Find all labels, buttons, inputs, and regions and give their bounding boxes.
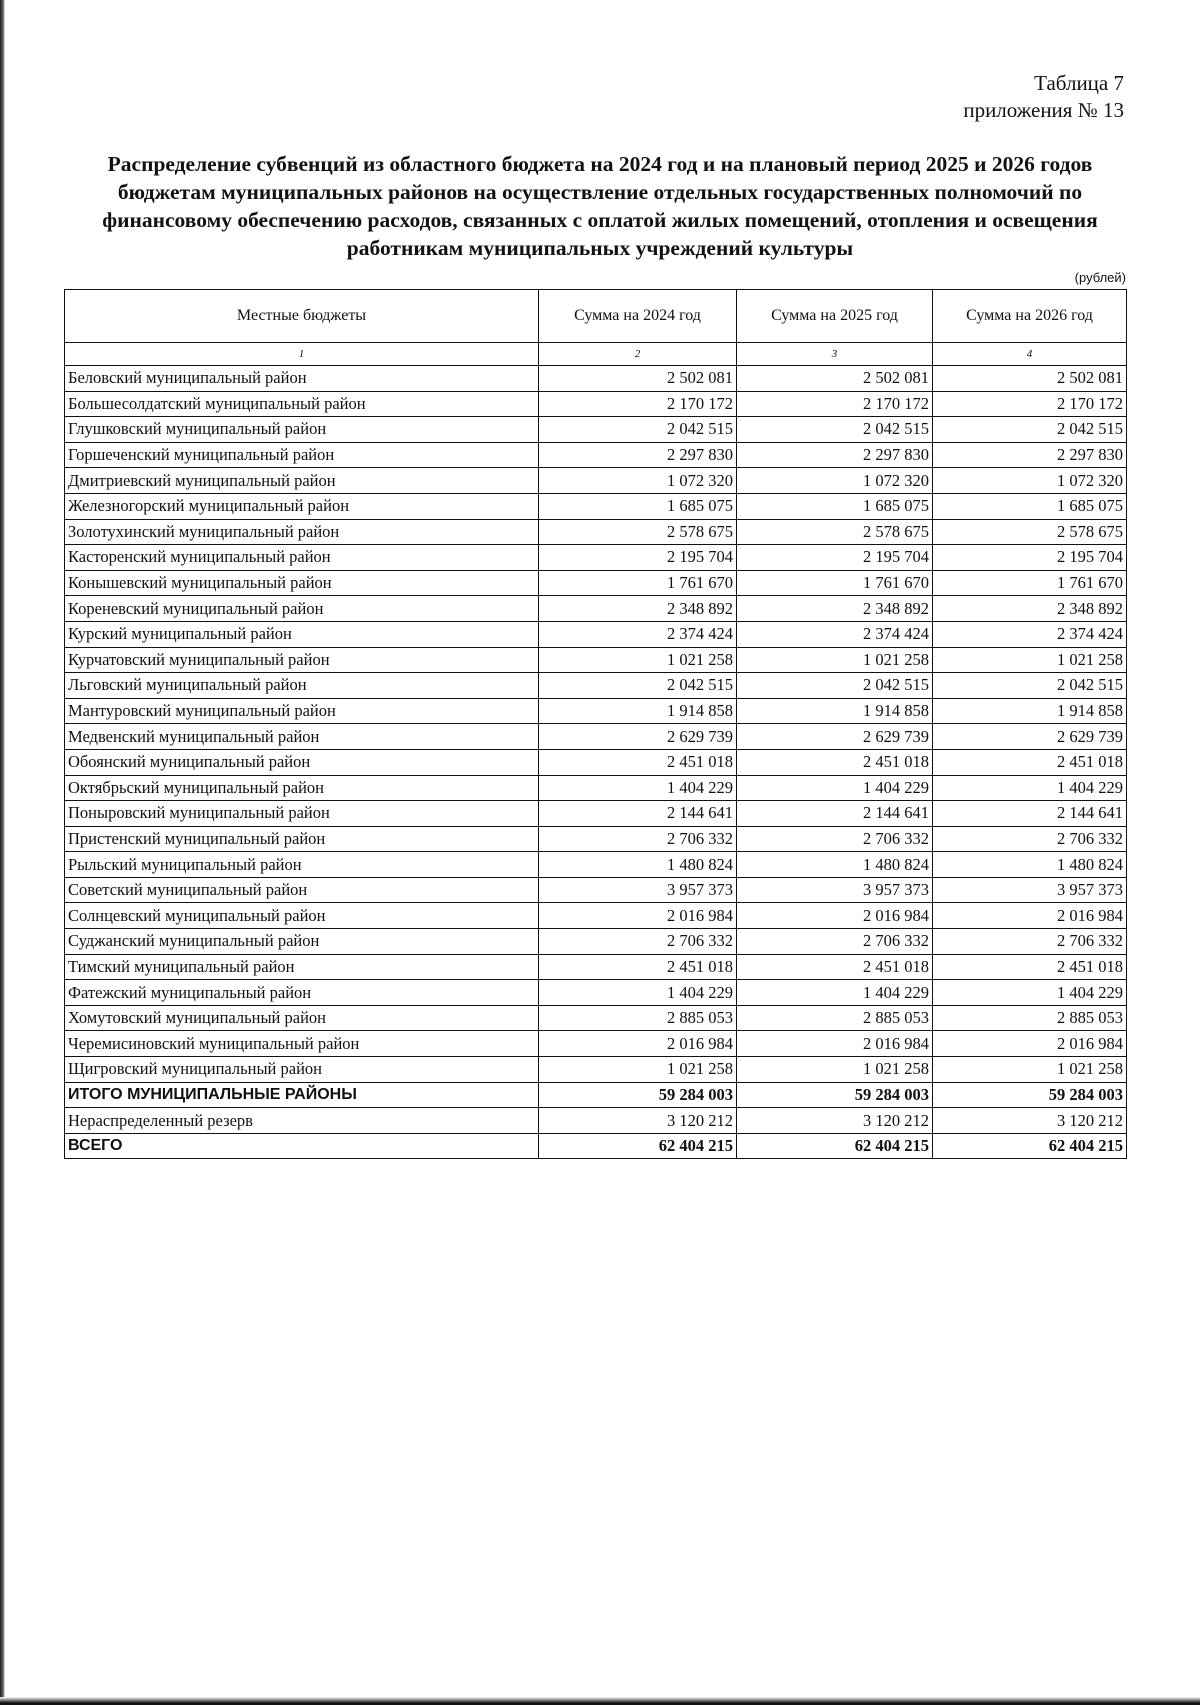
row-name: Октябрьский муниципальный район [65, 775, 539, 801]
row-name: Беловский муниципальный район [65, 366, 539, 392]
table-row [65, 493, 1127, 519]
row-sum-2025: 2 144 641 [737, 801, 933, 827]
row-sum-2026: 1 685 075 [933, 493, 1127, 519]
row-sum-2024: 2 706 332 [539, 826, 737, 852]
appendix-reference: приложения № 13 [963, 98, 1124, 122]
table-row [65, 442, 1127, 468]
scan-edge-bottom [0, 1697, 1200, 1705]
row-sum-2025: 2 451 018 [737, 749, 933, 775]
row-sum-2026: 2 144 641 [933, 801, 1127, 827]
row-name: Медвенский муниципальный район [65, 724, 539, 750]
row-name: Обоянский муниципальный район [65, 749, 539, 775]
row-name: Щигровский муниципальный район [65, 1057, 539, 1083]
header-sum-2026: Сумма на 2026 год [933, 290, 1127, 343]
row-name: Льговский муниципальный район [65, 673, 539, 699]
row-sum-2025: 2 016 984 [737, 903, 933, 929]
row-name: Пристенский муниципальный район [65, 826, 539, 852]
title-line-3: финансовому обеспечению расходов, связанных с оплатой жилых помещений, отопления и освещения [102, 208, 1098, 232]
subtotal-row [65, 1082, 1127, 1108]
row-name: Золотухинский муниципальный район [65, 519, 539, 545]
row-sum-2024: 3 957 373 [539, 877, 737, 903]
row-sum-2026: 3 957 373 [933, 877, 1127, 903]
table-row [65, 417, 1127, 443]
row-name: Большесолдатский муниципальный район [65, 391, 539, 417]
table-row [65, 1057, 1127, 1083]
row-sum-2025: 2 374 424 [737, 621, 933, 647]
table-row [65, 749, 1127, 775]
row-sum-2025: 1 404 229 [737, 980, 933, 1006]
row-sum-2026: 2 706 332 [933, 826, 1127, 852]
row-sum-2026: 2 885 053 [933, 1005, 1127, 1031]
row-sum-2025: 1 072 320 [737, 468, 933, 494]
table-row [65, 519, 1127, 545]
table-row [65, 954, 1127, 980]
table-reference: Таблица 7 [1034, 71, 1124, 95]
row-sum-2024: 2 144 641 [539, 801, 737, 827]
table-row [65, 775, 1127, 801]
row-sum-2026: 59 284 003 [933, 1082, 1127, 1108]
row-sum-2026: 2 348 892 [933, 596, 1127, 622]
table-row [65, 570, 1127, 596]
row-sum-2026: 62 404 215 [933, 1133, 1127, 1159]
row-name: Тимский муниципальный район [65, 954, 539, 980]
row-sum-2024: 2 297 830 [539, 442, 737, 468]
row-sum-2026: 1 404 229 [933, 775, 1127, 801]
row-sum-2025: 2 451 018 [737, 954, 933, 980]
row-sum-2024: 1 685 075 [539, 493, 737, 519]
row-sum-2026: 2 016 984 [933, 1031, 1127, 1057]
row-sum-2025: 2 297 830 [737, 442, 933, 468]
row-sum-2026: 2 451 018 [933, 954, 1127, 980]
row-sum-2026: 1 072 320 [933, 468, 1127, 494]
row-sum-2025: 1 685 075 [737, 493, 933, 519]
row-sum-2025: 1 914 858 [737, 698, 933, 724]
column-number: 1 [65, 343, 539, 366]
table-body [65, 366, 1127, 1159]
row-sum-2026: 2 706 332 [933, 929, 1127, 955]
grand-total-row [65, 1133, 1127, 1159]
row-sum-2025: 2 706 332 [737, 826, 933, 852]
table-row [65, 673, 1127, 699]
table-row [65, 391, 1127, 417]
header-sum-2025: Сумма на 2025 год [737, 290, 933, 343]
row-sum-2025: 2 348 892 [737, 596, 933, 622]
table-row [65, 826, 1127, 852]
title-line-4: работникам муниципальных учреждений культуры [346, 236, 854, 260]
row-name: Мантуровский муниципальный район [65, 698, 539, 724]
row-sum-2026: 2 042 515 [933, 417, 1127, 443]
document-title [80, 150, 1120, 262]
row-sum-2025: 2 016 984 [737, 1031, 933, 1057]
row-sum-2024: 2 706 332 [539, 929, 737, 955]
row-sum-2025: 2 629 739 [737, 724, 933, 750]
row-sum-2026: 2 195 704 [933, 545, 1127, 571]
row-name: Советский муниципальный район [65, 877, 539, 903]
row-sum-2025: 1 021 258 [737, 1057, 933, 1083]
row-sum-2024: 1 480 824 [539, 852, 737, 878]
row-name: Дмитриевский муниципальный район [65, 468, 539, 494]
row-name: Черемисиновский муниципальный район [65, 1031, 539, 1057]
units-label: (рублей) [1074, 270, 1126, 285]
row-sum-2025: 1 480 824 [737, 852, 933, 878]
row-sum-2024: 2 374 424 [539, 621, 737, 647]
row-sum-2024: 2 578 675 [539, 519, 737, 545]
column-number: 3 [737, 343, 933, 366]
row-name: Солнцевский муниципальный район [65, 903, 539, 929]
row-name: Кореневский муниципальный район [65, 596, 539, 622]
row-sum-2024: 2 629 739 [539, 724, 737, 750]
table-row [65, 929, 1127, 955]
row-sum-2024: 1 404 229 [539, 980, 737, 1006]
table-row [65, 596, 1127, 622]
row-sum-2026: 3 120 212 [933, 1108, 1127, 1134]
row-sum-2024: 2 042 515 [539, 673, 737, 699]
row-sum-2026: 2 451 018 [933, 749, 1127, 775]
row-name: Железногорский муниципальный район [65, 493, 539, 519]
reserve-row [65, 1108, 1127, 1134]
row-name: Нераспределенный резерв [65, 1108, 539, 1134]
row-name: Фатежский муниципальный район [65, 980, 539, 1006]
table-row [65, 621, 1127, 647]
table-row [65, 647, 1127, 673]
header-local-budgets: Местные бюджеты [65, 290, 539, 343]
column-number: 4 [933, 343, 1127, 366]
column-number: 2 [539, 343, 737, 366]
row-sum-2024: 2 195 704 [539, 545, 737, 571]
row-sum-2024: 2 016 984 [539, 903, 737, 929]
row-sum-2025: 1 404 229 [737, 775, 933, 801]
table-row [65, 1031, 1127, 1057]
row-sum-2024: 59 284 003 [539, 1082, 737, 1108]
row-sum-2024: 2 451 018 [539, 954, 737, 980]
row-sum-2026: 2 578 675 [933, 519, 1127, 545]
row-sum-2024: 1 072 320 [539, 468, 737, 494]
row-sum-2025: 62 404 215 [737, 1133, 933, 1159]
row-sum-2024: 2 042 515 [539, 417, 737, 443]
row-sum-2024: 2 451 018 [539, 749, 737, 775]
document-reference [963, 70, 1124, 124]
table-row [65, 903, 1127, 929]
row-sum-2025: 3 120 212 [737, 1108, 933, 1134]
row-sum-2024: 2 885 053 [539, 1005, 737, 1031]
row-sum-2025: 59 284 003 [737, 1082, 933, 1108]
row-name: Рыльский муниципальный район [65, 852, 539, 878]
row-sum-2026: 2 016 984 [933, 903, 1127, 929]
table-header [65, 290, 1127, 366]
row-sum-2026: 1 021 258 [933, 647, 1127, 673]
table-row [65, 698, 1127, 724]
budget-table [64, 289, 1127, 1159]
row-name: Горшеченский муниципальный район [65, 442, 539, 468]
table-row [65, 468, 1127, 494]
row-name: Курчатовский муниципальный район [65, 647, 539, 673]
header-sum-2024: Сумма на 2024 год [539, 290, 737, 343]
row-sum-2025: 2 885 053 [737, 1005, 933, 1031]
table-row [65, 545, 1127, 571]
row-sum-2024: 2 016 984 [539, 1031, 737, 1057]
row-sum-2026: 2 374 424 [933, 621, 1127, 647]
row-name: Касторенский муниципальный район [65, 545, 539, 571]
row-name: Курский муниципальный район [65, 621, 539, 647]
row-sum-2024: 1 761 670 [539, 570, 737, 596]
scan-edge-left [0, 0, 5, 1705]
row-sum-2025: 1 761 670 [737, 570, 933, 596]
row-name: Глушковский муниципальный район [65, 417, 539, 443]
row-sum-2025: 2 170 172 [737, 391, 933, 417]
row-sum-2026: 2 297 830 [933, 442, 1127, 468]
title-line-1: Распределение субвенций из областного бюджета на 2024 год и на плановый период 2025 и 2026 годов [107, 152, 1093, 176]
row-name: Поныровский муниципальный район [65, 801, 539, 827]
row-sum-2026: 2 042 515 [933, 673, 1127, 699]
table-row [65, 980, 1127, 1006]
row-sum-2025: 2 042 515 [737, 417, 933, 443]
row-sum-2024: 2 170 172 [539, 391, 737, 417]
column-number-row [65, 343, 1127, 366]
row-sum-2024: 1 914 858 [539, 698, 737, 724]
row-sum-2024: 62 404 215 [539, 1133, 737, 1159]
row-sum-2025: 3 957 373 [737, 877, 933, 903]
row-name: Хомутовский муниципальный район [65, 1005, 539, 1031]
row-sum-2025: 2 195 704 [737, 545, 933, 571]
table-row [65, 724, 1127, 750]
row-sum-2025: 2 502 081 [737, 366, 933, 392]
row-sum-2026: 1 404 229 [933, 980, 1127, 1006]
row-sum-2025: 1 021 258 [737, 647, 933, 673]
row-sum-2025: 2 578 675 [737, 519, 933, 545]
table-row [65, 852, 1127, 878]
row-sum-2024: 2 348 892 [539, 596, 737, 622]
table-row [65, 801, 1127, 827]
row-sum-2026: 2 170 172 [933, 391, 1127, 417]
row-sum-2026: 1 480 824 [933, 852, 1127, 878]
row-sum-2026: 2 629 739 [933, 724, 1127, 750]
row-name: ВСЕГО [65, 1133, 539, 1159]
row-sum-2026: 2 502 081 [933, 366, 1127, 392]
row-name: Конышевский муниципальный район [65, 570, 539, 596]
row-name: Суджанский муниципальный район [65, 929, 539, 955]
title-line-2: бюджетам муниципальных районов на осуществление отдельных государственных полномочий по [117, 180, 1083, 204]
header-row [65, 290, 1127, 343]
row-sum-2024: 1 021 258 [539, 647, 737, 673]
table-row [65, 366, 1127, 392]
row-sum-2025: 2 042 515 [737, 673, 933, 699]
row-sum-2025: 2 706 332 [737, 929, 933, 955]
row-sum-2026: 1 021 258 [933, 1057, 1127, 1083]
row-sum-2024: 3 120 212 [539, 1108, 737, 1134]
row-sum-2026: 1 761 670 [933, 570, 1127, 596]
table-row [65, 877, 1127, 903]
row-sum-2026: 1 914 858 [933, 698, 1127, 724]
row-sum-2024: 1 404 229 [539, 775, 737, 801]
row-sum-2024: 2 502 081 [539, 366, 737, 392]
table-row [65, 1005, 1127, 1031]
row-sum-2024: 1 021 258 [539, 1057, 737, 1083]
row-name: ИТОГО МУНИЦИПАЛЬНЫЕ РАЙОНЫ [65, 1082, 539, 1108]
